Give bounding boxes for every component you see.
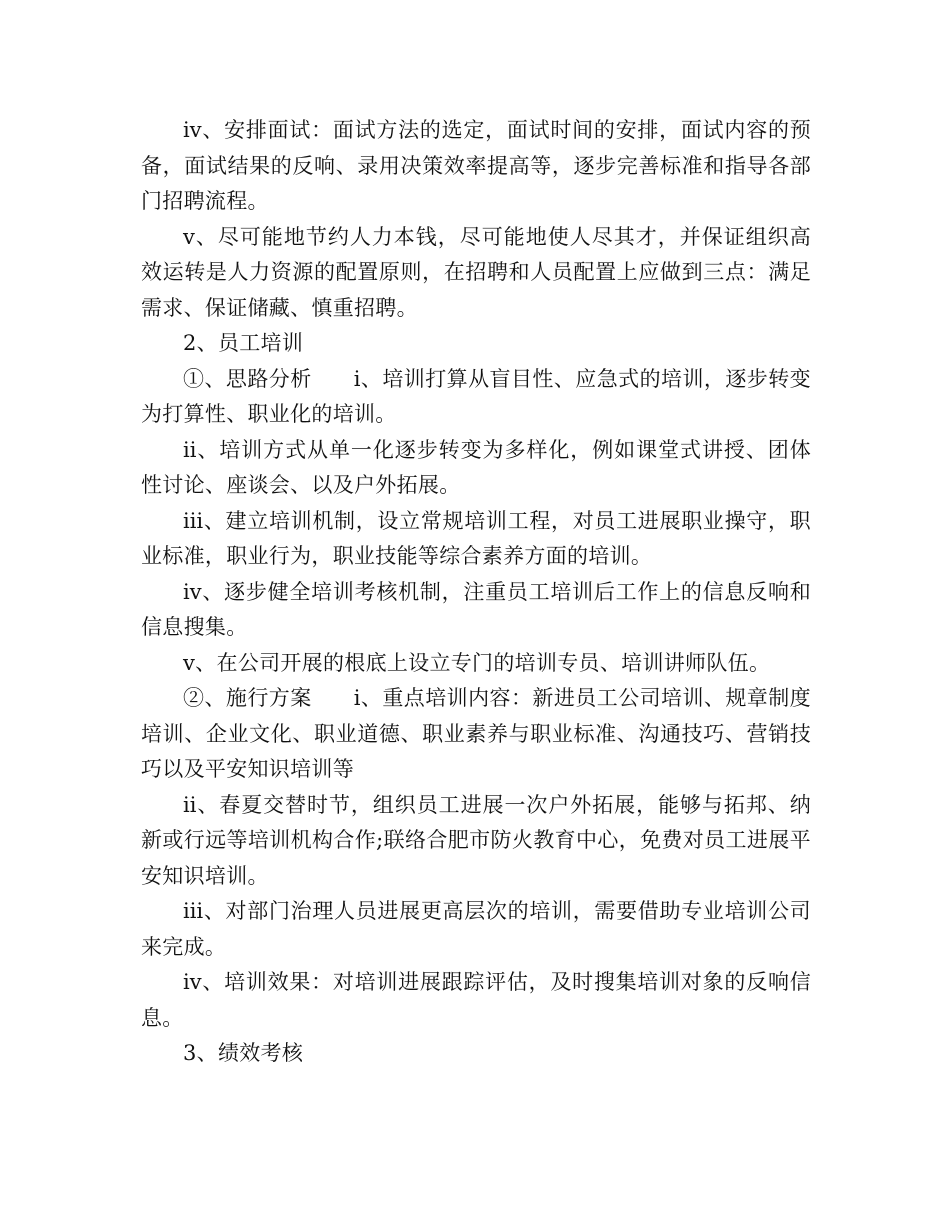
paragraph-text: ⅲ、建立培训机制，设立常规培训工程，对员工进展职业操守，职业标准，职业行为，职业技能等综合素养方面的培训。 [141, 508, 811, 568]
paragraph-training-team [141, 646, 811, 682]
paragraph-text: ⅳ、逐步健全培训考核机制，注重员工培训后工作上的信息反响和信息搜集。 [141, 579, 811, 639]
heading-text: 2、员工培训 [183, 331, 304, 355]
paragraph-training-mechanism [141, 504, 811, 575]
paragraph-outdoor-training [141, 788, 811, 895]
paragraph-interview [141, 113, 811, 220]
section-heading-training [141, 326, 811, 362]
paragraph-text: ⅱ、培训方式从单一化逐步转变为多样化，例如课堂式讲授、团体性讨论、座谈会、以及户外拓展。 [141, 437, 811, 497]
paragraph-text: ⅳ、培训效果：对培训进展跟踪评估，及时搜集培训对象的反响信息。 [141, 970, 811, 1030]
paragraph-text: ⅰ、重点培训内容：新进员工公司培训、规章制度培训、企业文化、职业道德、职业素养与职业标准、沟通技巧、营销技巧以及平安知识培训等 [141, 686, 811, 781]
paragraph-management-training [141, 894, 811, 965]
paragraph-text: ⅲ、对部门治理人员进展更高层次的培训，需要借助专业培训公司来完成。 [141, 899, 811, 959]
paragraph-text: ⅴ、尽可能地节约人力本钱，尽可能地使人尽其才，并保证组织高效运转是人力资源的配置原则，在招聘和人员配置上应做到三点：满足需求、保证储藏、慎重招聘。 [141, 224, 811, 320]
paragraph-analysis [141, 362, 811, 433]
paragraph-text: ⅱ、春夏交替时节，组织员工进展一次户外拓展，能够与拓邦、纳新或行远等培训机构合作;联络合肥市防火教育中心，免费对员工进展平安知识培训。 [141, 792, 811, 888]
paragraph-text: ⅰ、培训打算从盲目性、应急式的培训，逐步转变为打算性、职业化的培训。 [141, 366, 811, 426]
paragraph-implementation [141, 681, 811, 788]
paragraph-training-effect [141, 965, 811, 1036]
paragraph-staffing-principle [141, 220, 811, 327]
section-heading-performance [141, 1036, 811, 1072]
paragraph-training-assessment [141, 575, 811, 646]
paragraph-text: ⅳ、安排面试：面试方法的选定，面试时间的安排，面试内容的预备，面试结果的反响、录用决策效率提高等，逐步完善标准和指导各部门招聘流程。 [141, 118, 811, 213]
document-body [141, 113, 811, 1072]
heading-text: 3、绩效考核 [183, 1041, 304, 1065]
subheading-text: ①、思路分析 [183, 366, 312, 391]
paragraph-training-methods [141, 433, 811, 504]
subheading-text: ②、施行方案 [183, 686, 312, 710]
paragraph-text: ⅴ、在公司开展的根底上设立专门的培训专员、培训讲师队伍。 [183, 650, 771, 675]
